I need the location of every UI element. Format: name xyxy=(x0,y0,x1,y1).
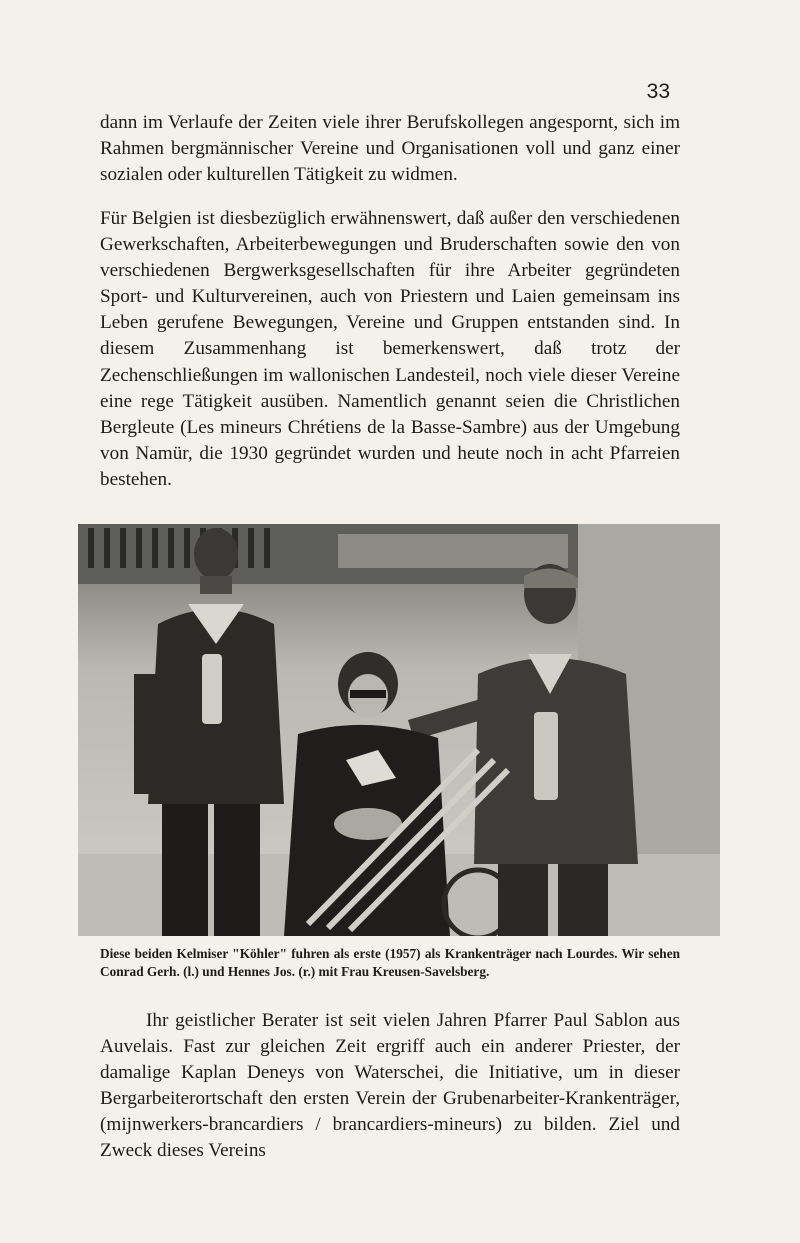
paragraph-3: Ihr geistlicher Berater ist seit vielen Jahren Pfarrer Paul Sablon aus Auvelais. Fast zur gleichen Zeit ergriff auch ein anderer Priester, der damalige Kaplan Deneys von Waterschei, die Initiative, um in dieser Bergarbeiterortschaft den ersten Verein der Grubenarbeiter-Krankenträger, (mijnwerkers-brancardiers / brancardiers-mineurs) zu bilden. Ziel und Zweck dieses Vereins xyxy=(100,1010,680,1162)
page-number: 33 xyxy=(646,80,670,103)
paragraph-1: dann im Verlaufe der Zeiten viele ihrer Berufskollegen angespornt, sich im Rahmen bergmännischer Vereine und Organisationen voll und ganz einer sozialen oder kulturellen Tätigkeit zu widmen. xyxy=(100,112,680,186)
historical-photo xyxy=(78,524,720,936)
paragraph-2: Für Belgien ist diesbezüglich erwähnenswert, daß außer den verschiedenen Gewerkschaften, Arbeiterbewegungen und Bruderschaften sowie den von verschiedenen Bergwerksgesellschaften für ihre Arbeiter gegründeten Sport- und Kulturvereinen, auch von Priestern und Laien gemeinsam ins Leben gerufene Bewegungen, Vereine und Gruppen entstanden sind. In diesem Zusammenhang ist bemerkenswert, daß trotz der Zechenschließungen im wallonischen Landesteil, noch viele dieser Vereine eine rege Tätigkeit ausüben. Namentlich genannt seien die Christlichen Bergleute (Les mineurs Chrétiens de la Basse-Sambre) aus der Umgebung von Namür, die 1930 gegründet wurden und heute noch in acht Pfarreien bestehen. xyxy=(100,208,680,490)
photo-caption: Diese beiden Kelmiser "Köhler" fuhren als erste (1957) als Krankenträger nach Lourdes. Wir sehen Conrad Gerh. (l.) und Hennes Jos. (r.) mit Frau Kreusen-Savelsberg. xyxy=(100,946,680,979)
